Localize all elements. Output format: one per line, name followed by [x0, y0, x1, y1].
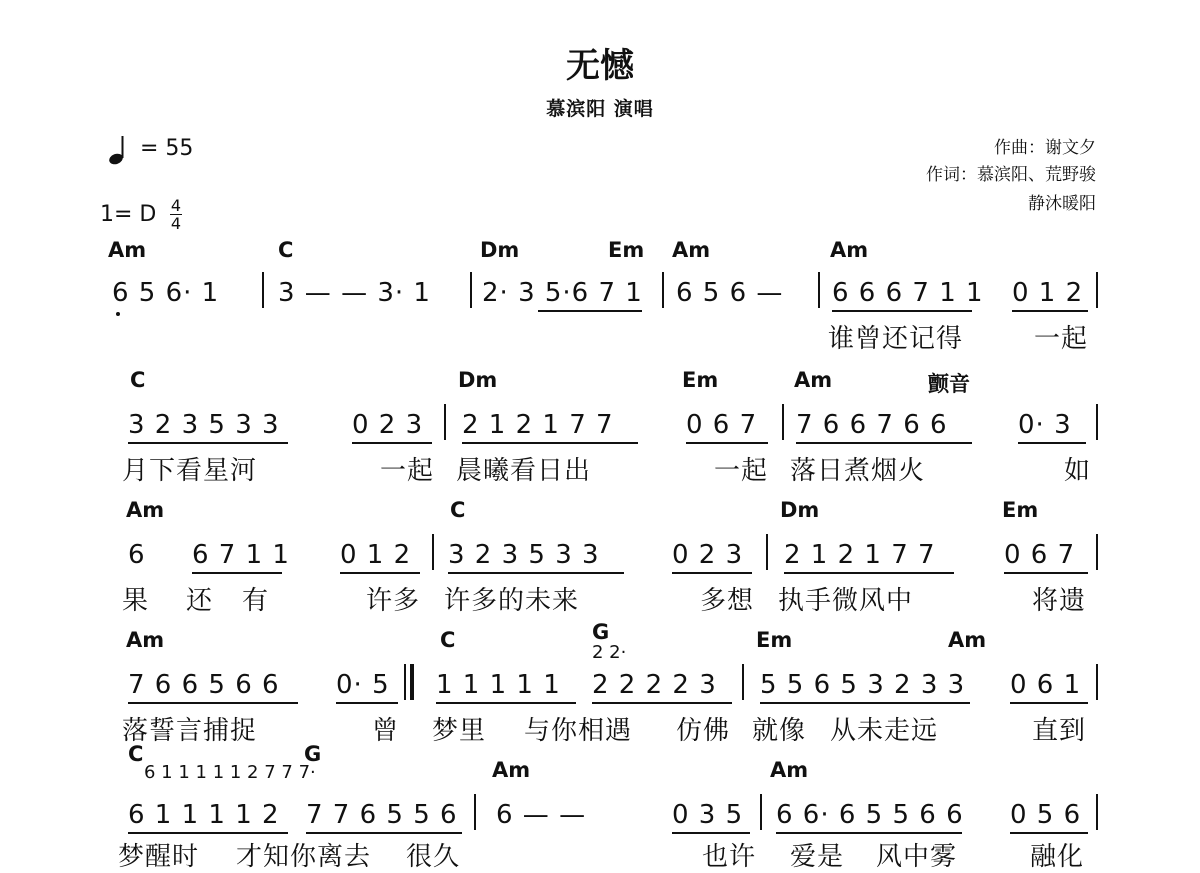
- lyric: 爱是: [790, 842, 845, 872]
- lyric: 风中雾: [876, 842, 958, 872]
- lyric: 将遗: [1032, 586, 1087, 616]
- notation-measure: 5 5 6 5 3 2 3 3: [760, 670, 966, 700]
- notation-measure: 1 1 1 1 1: [436, 670, 561, 700]
- notation-measure: 6 6· 6 5 5 6 6: [776, 800, 964, 830]
- notation-measure: 0 1 2: [1012, 278, 1084, 308]
- lyric: 就像: [752, 716, 807, 746]
- bar-line: [1096, 272, 1098, 308]
- quarter-note-icon: [108, 136, 130, 170]
- key-signature: 1= D: [100, 202, 157, 227]
- chord: Em: [1002, 498, 1039, 522]
- lyric: 一起: [714, 456, 769, 486]
- chord: G: [304, 742, 322, 766]
- notation-measure: 6 1 1 1 1 2: [128, 800, 280, 830]
- lyricist-credit: 作词：慕滨阳、荒野骏: [926, 165, 1096, 185]
- lyric: 如: [1064, 456, 1092, 486]
- bar-line: [760, 794, 762, 830]
- bar-line: [1096, 534, 1098, 570]
- arranger-credit: 静沐暖阳: [1028, 194, 1096, 214]
- chord: C: [440, 628, 456, 652]
- lyric: 有: [242, 586, 270, 616]
- chord: C: [278, 238, 294, 262]
- notation-measure: 6 7 1 1: [192, 540, 290, 570]
- lyric: 许多: [366, 586, 421, 616]
- notation-measure: 3 2 3 5 3 3: [448, 540, 600, 570]
- lyric: 仿佛: [676, 716, 731, 746]
- grace-notes: 6 1 1 1 1 1 2 7 7 7·: [144, 762, 316, 783]
- chord: Dm: [780, 498, 820, 522]
- bar-line: [432, 534, 434, 570]
- lyric: 果: [122, 586, 150, 616]
- lyric: 许多的未来: [444, 586, 580, 616]
- notation-measure: 7 6 6 5 6 6: [128, 670, 280, 700]
- bar-line: [474, 794, 476, 830]
- chord: Em: [608, 238, 645, 262]
- notation-measure: 6: [128, 540, 146, 570]
- notation-measure: 7 6 6 7 6 6: [796, 410, 948, 440]
- lyric: 一起: [380, 456, 435, 486]
- chord: Dm: [458, 368, 498, 392]
- bar-line: [766, 534, 768, 570]
- chord: Em: [756, 628, 793, 652]
- chord: Am: [126, 498, 165, 522]
- lyric: 一起: [1034, 324, 1089, 354]
- notation-measure: 3 — — 3· 1: [278, 278, 431, 308]
- notation-measure: 2· 3 5·6 7 1: [482, 278, 643, 308]
- lyric: 落日煮烟火: [790, 456, 926, 486]
- notation-measure: 0· 3: [1018, 410, 1072, 440]
- bar-line: [782, 404, 784, 440]
- chord: Em: [682, 368, 719, 392]
- bar-line: [1096, 404, 1098, 440]
- bar-line: [1096, 794, 1098, 830]
- chord: C: [130, 368, 146, 392]
- time-bottom: 4: [170, 214, 182, 233]
- chord: Am: [492, 758, 531, 782]
- notation-measure: 6 5 6· 1: [112, 278, 220, 308]
- lyric: 梦里: [432, 716, 487, 746]
- lyric: 曾: [372, 716, 400, 746]
- bar-line: [818, 272, 820, 308]
- notation-measure: 0 6 7: [686, 410, 758, 440]
- composer-credit: 作曲：谢文夕: [994, 138, 1096, 158]
- lyric: 晨曦看日出: [456, 456, 592, 486]
- chord: Am: [672, 238, 711, 262]
- singer-line: 慕滨阳 演唱: [546, 98, 654, 120]
- lyric: 落誓言捕捉: [122, 716, 258, 746]
- notation-measure: 2 1 2 1 7 7: [462, 410, 614, 440]
- lyric: 从未走远: [830, 716, 939, 746]
- chord: Am: [948, 628, 987, 652]
- notation-measure: 3 2 3 5 3 3: [128, 410, 280, 440]
- notation-measure: 0 3 5: [672, 800, 744, 830]
- chord: Am: [830, 238, 869, 262]
- chord: Am: [794, 368, 833, 392]
- lyric: 月下看星河: [122, 456, 258, 486]
- lyric: 直到: [1032, 716, 1087, 746]
- lyric: 融化: [1030, 842, 1085, 872]
- chord: G: [592, 620, 610, 644]
- notation-measure: 0 6 1: [1010, 670, 1082, 700]
- lyric: 执手微风中: [778, 586, 914, 616]
- bar-line: [742, 664, 744, 700]
- chord: Am: [126, 628, 165, 652]
- notation-measure: 2 1 2 1 7 7: [784, 540, 936, 570]
- notation-measure: 2 2 2 2 3: [592, 670, 717, 700]
- song-title: 无憾: [566, 46, 634, 86]
- notation-measure: 0 2 3: [352, 410, 424, 440]
- bar-line: [662, 272, 664, 308]
- repeat-bar: [404, 664, 406, 700]
- lyric: 梦醒时: [118, 842, 200, 872]
- bar-line: [470, 272, 472, 308]
- bar-line: [1096, 664, 1098, 700]
- tempo-value: = 55: [140, 136, 194, 161]
- time-signature: [170, 198, 182, 231]
- chord: Am: [770, 758, 809, 782]
- chord: Am: [108, 238, 147, 262]
- notation-measure: 0 5 6: [1010, 800, 1082, 830]
- grace-notes: 2 2·: [592, 642, 627, 663]
- notation-measure: 6 5 6 —: [676, 278, 784, 308]
- lyric: 多想: [700, 586, 755, 616]
- repeat-bar: [410, 664, 414, 700]
- notation-measure: 6 6 6 7 1 1: [832, 278, 984, 308]
- chord: C: [128, 742, 144, 766]
- chord: C: [450, 498, 466, 522]
- notation-measure: 0 6 7: [1004, 540, 1076, 570]
- bar-line: [262, 272, 264, 308]
- notation-measure: 0 1 2: [340, 540, 412, 570]
- time-top: 4: [170, 196, 182, 215]
- chord: 颤音: [928, 372, 970, 396]
- notation-measure: 0 2 3: [672, 540, 744, 570]
- notation-measure: 0· 5: [336, 670, 390, 700]
- lyric: 还: [186, 586, 214, 616]
- lyric: 才知你离去: [236, 842, 372, 872]
- notation-measure: 7 7 6 5 5 6: [306, 800, 458, 830]
- notation-measure: 6 — —: [496, 800, 587, 830]
- lyric: 谁曾还记得: [828, 324, 964, 354]
- bar-line: [444, 404, 446, 440]
- lyric: 也许: [702, 842, 757, 872]
- chord: Dm: [480, 238, 520, 262]
- lyric: 很久: [406, 842, 461, 872]
- lyric: 与你相遇: [524, 716, 633, 746]
